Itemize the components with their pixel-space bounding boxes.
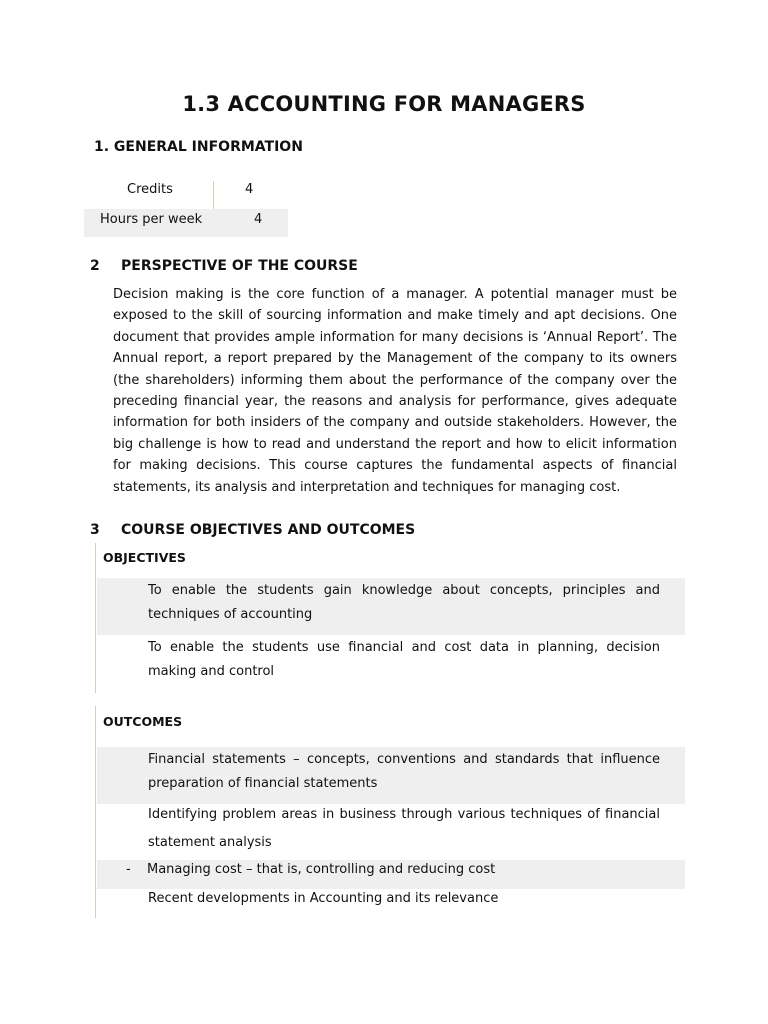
credits-label: Credits [127,182,173,197]
objectives-section-number: 3 [90,522,100,538]
outcome-item: Identifying problem areas in business through various techniques of financial statement analysis [148,807,660,850]
outcomes-border [95,706,96,918]
perspective-section-number: 2 [90,258,100,274]
credits-value: 4 [245,182,254,197]
hours-per-week-row [84,209,288,237]
hours-per-week-label: Hours per week [100,212,203,227]
table-divider [213,181,214,209]
general-information-heading: 1. GENERAL INFORMATION [94,139,303,155]
outcome-bullet: - [126,862,131,877]
outcomes-heading: OUTCOMES [103,714,183,729]
objectives-outcomes-heading: COURSE OBJECTIVES AND OUTCOMES [121,522,416,538]
objective-item: To enable the students gain knowledge about concepts, principles and techniques of accounting [148,583,660,622]
objectives-heading: OBJECTIVES [103,550,186,565]
outcome-item: Financial statements – concepts, conventions and standards that influence preparation of financial statements [148,752,660,791]
objectives-border [95,543,96,693]
outcome-item: Recent developments in Accounting and its relevance [148,891,499,906]
document-title: 1.3 ACCOUNTING FOR MANAGERS [182,92,586,116]
objective-item: To enable the students use financial and cost data in planning, decision making and control [148,640,660,679]
hours-per-week-value: 4 [254,212,263,227]
credits-row [84,179,288,207]
perspective-heading: PERSPECTIVE OF THE COURSE [121,258,358,274]
general-information-table [84,179,288,237]
outcome-item: Managing cost – that is, controlling and reducing cost [147,862,496,877]
perspective-paragraph: Decision making is the core function of a manager. A potential manager must be exposed to the skill of sourcing information and make timely and apt decisions. One document that provides ample information for many decisions is ‘Annual Report’. The Annual report, a report prepared by the Management of the company to its owners (the shareholders) informing them about the performance of the company over the preceding financial year, the reasons and analysis for performance, gives adequate information for both insiders of the company and outside stakeholders. However, the big challenge is how to read and understand the report and how to elicit information for making decisions. This course captures the fundamental aspects of financial statements, its analysis and interpretation and techniques for managing cost. [113,287,677,495]
